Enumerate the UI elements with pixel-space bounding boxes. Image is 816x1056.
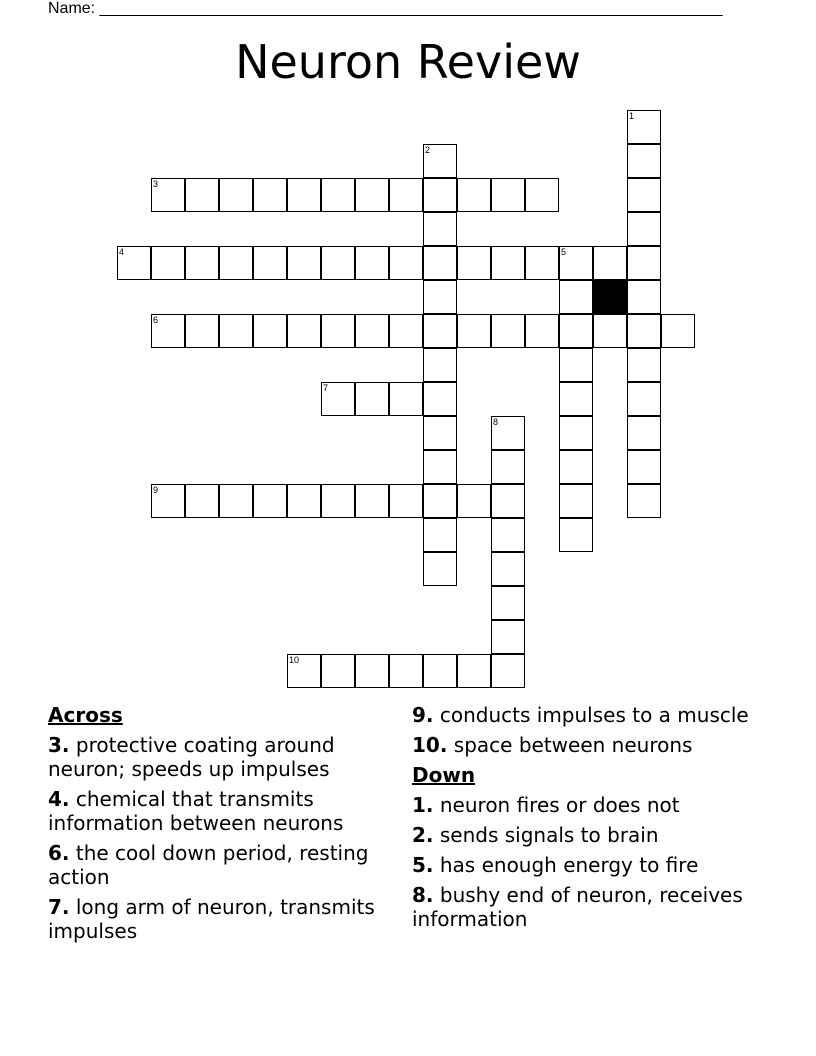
clue-down-2 [412, 823, 752, 847]
grid-cell[interactable] [389, 246, 423, 280]
clue-number: 5. [412, 853, 434, 877]
grid-cell[interactable] [491, 450, 525, 484]
clue-number-label: 10 [289, 655, 300, 665]
clue-number-label: 9 [153, 485, 159, 495]
clue-text: sends signals to brain [433, 823, 659, 847]
grid-cell[interactable] [457, 484, 491, 518]
clue-number: 2. [412, 823, 434, 847]
grid-cell[interactable] [287, 484, 321, 518]
grid-cell[interactable] [355, 484, 389, 518]
clue-across-7 [48, 895, 393, 943]
clue-number-label: 4 [119, 247, 125, 257]
down-heading: Down [412, 763, 476, 787]
grid-cell[interactable] [627, 382, 661, 416]
grid-cell[interactable] [491, 484, 525, 518]
clue-number-label: 7 [323, 383, 329, 393]
clue-number-label: 5 [561, 247, 567, 257]
grid-cell[interactable] [491, 586, 525, 620]
grid-cell[interactable] [321, 484, 355, 518]
grid-cell[interactable] [627, 212, 661, 246]
clues-column-left [48, 703, 393, 949]
grid-cell[interactable] [321, 246, 355, 280]
grid-cell[interactable] [389, 654, 423, 688]
grid-cell[interactable] [355, 382, 389, 416]
clues-column-right [412, 703, 752, 937]
grid-cell[interactable] [627, 110, 661, 144]
grid-cell[interactable] [321, 654, 355, 688]
grid-cell[interactable] [389, 314, 423, 348]
grid-cell[interactable] [525, 178, 559, 212]
clue-number: 6. [48, 841, 70, 865]
grid-cell[interactable] [423, 382, 457, 416]
grid-cell[interactable] [491, 620, 525, 654]
grid-cell[interactable] [423, 144, 457, 178]
grid-cell[interactable] [559, 246, 593, 280]
grid-cell[interactable] [219, 178, 253, 212]
grid-cell[interactable] [559, 450, 593, 484]
grid-cell[interactable] [423, 246, 457, 280]
grid-cell[interactable] [423, 348, 457, 382]
grid-cell[interactable] [457, 246, 491, 280]
grid-cell[interactable] [491, 416, 525, 450]
grid-cell[interactable] [491, 518, 525, 552]
clue-across-6 [48, 841, 393, 889]
clue-down-5 [412, 853, 752, 877]
grid-cell[interactable] [355, 178, 389, 212]
grid-cell[interactable] [389, 484, 423, 518]
page-title: Neuron Review [235, 35, 581, 89]
grid-cell[interactable] [627, 348, 661, 382]
grid-cell[interactable] [423, 314, 457, 348]
grid-cell[interactable] [457, 314, 491, 348]
grid-cell[interactable] [253, 314, 287, 348]
grid-cell[interactable] [491, 654, 525, 688]
grid-cell[interactable] [151, 314, 185, 348]
clue-number: 9. [412, 703, 434, 727]
grid-cell[interactable] [559, 280, 593, 314]
clue-number: 10. [412, 733, 448, 757]
grid-cell[interactable] [219, 314, 253, 348]
grid-cell[interactable] [423, 450, 457, 484]
grid-cell[interactable] [185, 246, 219, 280]
grid-cell[interactable] [559, 518, 593, 552]
grid-cell[interactable] [627, 484, 661, 518]
grid-cell[interactable] [627, 416, 661, 450]
clue-text: neuron fires or does not [433, 793, 680, 817]
grid-cell[interactable] [287, 314, 321, 348]
grid-cell[interactable] [627, 314, 661, 348]
grid-cell[interactable] [457, 654, 491, 688]
grid-cell[interactable] [151, 484, 185, 518]
grid-cell[interactable] [253, 246, 287, 280]
black-grid-cell [593, 280, 627, 314]
grid-cell[interactable] [559, 416, 593, 450]
clue-text: chemical that transmits information between neurons [48, 787, 344, 835]
grid-cell[interactable] [287, 178, 321, 212]
grid-cell[interactable] [491, 178, 525, 212]
grid-cell[interactable] [287, 246, 321, 280]
clue-text: conducts impulses to a muscle [433, 703, 749, 727]
grid-cell[interactable] [321, 382, 355, 416]
clue-across-9 [412, 703, 752, 727]
grid-cell[interactable] [593, 314, 627, 348]
clue-across-3 [48, 733, 393, 781]
grid-cell[interactable] [219, 484, 253, 518]
grid-cell[interactable] [117, 246, 151, 280]
clue-text: long arm of neuron, transmits impulses [48, 895, 375, 943]
grid-cell[interactable] [627, 144, 661, 178]
grid-cell[interactable] [253, 178, 287, 212]
clue-number-label: 6 [153, 315, 159, 325]
grid-cell[interactable] [287, 654, 321, 688]
clue-across-10 [412, 733, 752, 757]
grid-cell[interactable] [219, 246, 253, 280]
clue-text: the cool down period, resting action [48, 841, 369, 889]
grid-cell[interactable] [559, 348, 593, 382]
grid-cell[interactable] [627, 450, 661, 484]
clue-number-label: 8 [493, 417, 499, 427]
clue-number: 3. [48, 733, 70, 757]
grid-cell[interactable] [423, 484, 457, 518]
clue-number-label: 1 [629, 111, 635, 121]
grid-cell[interactable] [355, 314, 389, 348]
clue-number: 4. [48, 787, 70, 811]
grid-cell[interactable] [389, 178, 423, 212]
grid-cell[interactable] [661, 314, 695, 348]
grid-cell[interactable] [559, 382, 593, 416]
grid-cell[interactable] [559, 314, 593, 348]
grid-cell[interactable] [151, 178, 185, 212]
grid-cell[interactable] [185, 314, 219, 348]
grid-cell[interactable] [321, 178, 355, 212]
grid-cell[interactable] [185, 484, 219, 518]
clue-number: 7. [48, 895, 70, 919]
grid-cell[interactable] [491, 314, 525, 348]
grid-cell[interactable] [559, 484, 593, 518]
clue-number: 8. [412, 883, 434, 907]
grid-cell[interactable] [355, 246, 389, 280]
grid-cell[interactable] [423, 416, 457, 450]
grid-cell[interactable] [423, 280, 457, 314]
across-heading: Across [48, 703, 123, 727]
grid-cell[interactable] [185, 178, 219, 212]
grid-cell[interactable] [423, 654, 457, 688]
grid-cell[interactable] [491, 246, 525, 280]
grid-cell[interactable] [321, 314, 355, 348]
grid-cell[interactable] [355, 654, 389, 688]
name-field-line: Name: ______________________________________________________________________ [48, 0, 723, 17]
clue-across-4 [48, 787, 393, 835]
grid-cell[interactable] [457, 178, 491, 212]
clue-number-label: 2 [425, 145, 431, 155]
grid-cell[interactable] [253, 484, 287, 518]
clue-text: space between neurons [447, 733, 693, 757]
grid-cell[interactable] [151, 246, 185, 280]
grid-cell[interactable] [491, 552, 525, 586]
clue-down-8 [412, 883, 752, 931]
grid-cell[interactable] [423, 178, 457, 212]
grid-cell[interactable] [627, 178, 661, 212]
clue-number-label: 3 [153, 179, 159, 189]
clue-text: has enough energy to fire [433, 853, 699, 877]
clue-text: bushy end of neuron, receives information [412, 883, 743, 931]
grid-cell[interactable] [389, 382, 423, 416]
grid-cell[interactable] [423, 212, 457, 246]
clue-down-1 [412, 793, 752, 817]
grid-cell[interactable] [627, 280, 661, 314]
clue-text: protective coating around neuron; speeds up impulses [48, 733, 335, 781]
clue-number: 1. [412, 793, 434, 817]
grid-cell[interactable] [423, 552, 457, 586]
grid-cell[interactable] [627, 246, 661, 280]
grid-cell[interactable] [593, 246, 627, 280]
grid-cell[interactable] [423, 518, 457, 552]
grid-cell[interactable] [525, 314, 559, 348]
grid-cell[interactable] [525, 246, 559, 280]
